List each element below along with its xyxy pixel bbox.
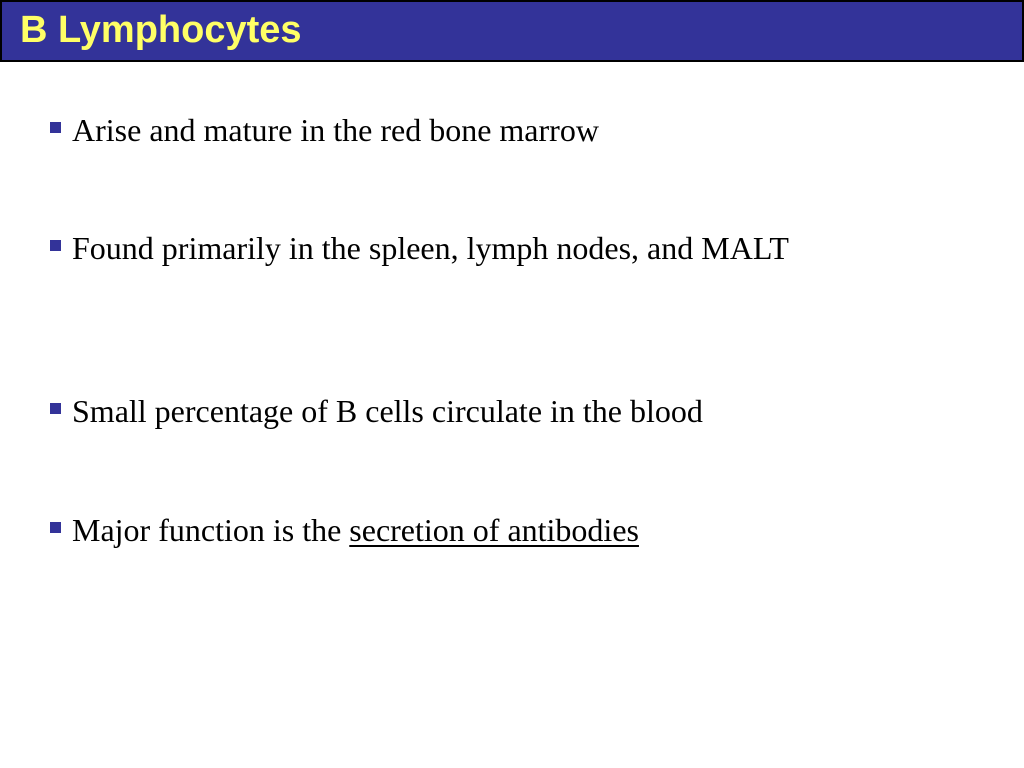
bullet-item	[50, 508, 930, 552]
bullet-item	[50, 389, 930, 433]
square-bullet-icon	[50, 122, 61, 133]
square-bullet-icon	[50, 240, 61, 251]
title-bar	[0, 0, 1024, 62]
square-bullet-icon	[50, 522, 61, 533]
square-bullet-icon	[50, 403, 61, 414]
bullet-item	[50, 226, 930, 270]
bullet-text: Found primarily in the spleen, lymph nodes, and MALT	[72, 230, 789, 266]
bullet-text: Small percentage of B cells circulate in the blood	[72, 393, 703, 429]
bullet-text: Arise and mature in the red bone marrow	[72, 112, 599, 148]
underlined-phrase: secretion of antibodies	[349, 512, 639, 548]
bullet-text-lead: Major function is the	[72, 512, 350, 548]
bullet-text	[72, 508, 639, 552]
slide-title: B Lymphocytes	[20, 9, 302, 51]
bullet-item	[50, 108, 930, 152]
